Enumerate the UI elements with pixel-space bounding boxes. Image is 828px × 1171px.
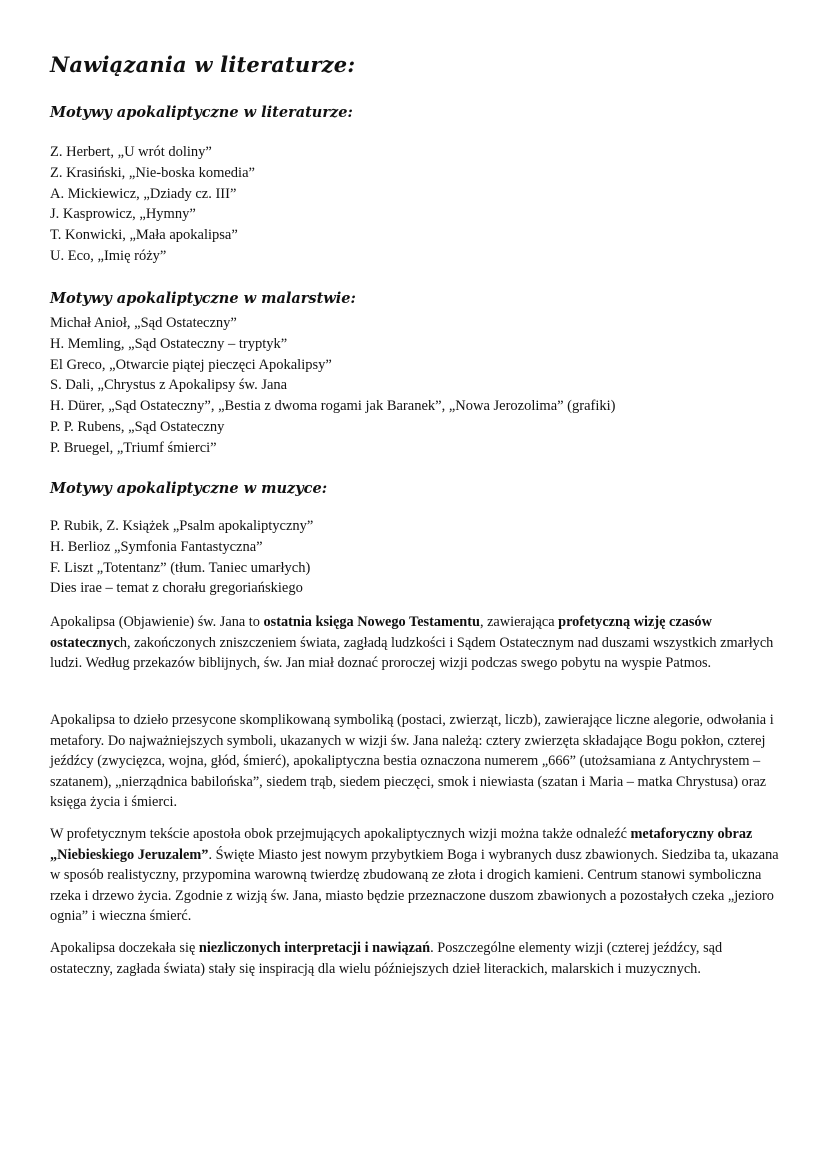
page-title: Nawiązania w literaturze: [50, 52, 356, 77]
list-item: Michał Anioł, „Sąd Ostateczny” [50, 315, 237, 331]
paragraph-intro [50, 612, 780, 674]
text-run: , zawierająca [479, 614, 559, 630]
section-heading-music: Motywy apokaliptyczne w muzyce: [50, 480, 328, 497]
text-run: h, zakończonych zniszczeniem świata, zagładą ludzkości i Sądem Ostatecznym nad duszami wszystkich zmarłych ludzi. Według przekazów biblijnych, św. Jan miał doznać proroczej wizji podczas swego pobytu na wyspie Patmos. [50, 634, 774, 672]
list-item: Z. Krasiński, „Nie-boska komedia” [50, 164, 255, 181]
list-item: A. Mickiewicz, „Dziady cz. III” [50, 185, 237, 202]
text-run: Apokalipsa doczekała się [50, 940, 199, 956]
literature-list [50, 142, 255, 267]
paragraph-symbols [50, 710, 780, 813]
painting-list [50, 313, 616, 459]
list-item: Dies irae – temat z chorału gregoriańskiego [50, 580, 303, 597]
section-heading-literature: Motywy apokaliptyczne w literaturze: [50, 104, 353, 121]
section-heading-painting: Motywy apokaliptyczne w malarstwie: [50, 290, 356, 307]
list-item: H. Berlioz „Symfonia Fantastyczna” [50, 538, 263, 555]
list-item: P. Rubik, Z. Książek „Psalm apokaliptyczny” [50, 518, 314, 534]
text-run: . Poszczególne elementy wizji (czterej jeźdźcy, sąd ostateczny, zagłada świata) stały się inspiracją dla wielu późniejszych dzieł literackich, malarskich i muzycznych. [50, 940, 723, 977]
list-item: U. Eco, „Imię róży” [50, 247, 167, 264]
list-item: Z. Herbert, „U wrót doliny” [50, 144, 212, 160]
list-item: P. P. Rubens, „Sąd Ostateczny [50, 418, 225, 435]
list-item: El Greco, „Otwarcie piątej pieczęci Apokalipsy” [50, 356, 332, 373]
text-run: . Święte Miasto jest nowym przybytkiem Boga i wybranych dusz zbawionych. Siedziba ta, ukazana w sposób realistyczny, przypomina warowną twierdzę zbudowaną ze złota i drogich kamieni. Centrum stanowi symboliczna rzeka i drzewo życia. Zgodnie z wizją św. Jana, miasto będzie przeznaczone duszom zbawionych a pozostałych czeka „jezioro ognia” i wieczna śmierć. [50, 846, 779, 925]
paragraph-interpretations [50, 938, 780, 979]
text-run: W profetycznym tekście apostoła obok przejmujących apokaliptycznych wizji można także odnaleźć [50, 826, 631, 842]
list-item: T. Konwicki, „Mała apokalipsa” [50, 227, 238, 244]
text-run: Apokalipsa (Objawienie) św. Jana to [50, 614, 264, 630]
list-item: P. Bruegel, „Triumf śmierci” [50, 439, 217, 456]
list-item: J. Kasprowicz, „Hymny” [50, 206, 196, 223]
list-item: H. Memling, „Sąd Ostateczny – tryptyk” [50, 335, 288, 352]
bold-run: niezliczonych interpretacji i nawiązań [198, 940, 431, 956]
bold-run: metaforyczny obraz „Niebieskiego Jeruzalem” [50, 826, 753, 863]
list-item: S. Dali, „Chrystus z Apokalipsy św. Jana [50, 377, 288, 394]
paragraph-jerusalem [50, 824, 780, 927]
bold-run: ostatnia księga Nowego Testamentu [263, 614, 480, 630]
music-list [50, 516, 313, 599]
bold-run: profetyczną wizję czasów ostatecznyc [50, 614, 712, 651]
list-item: F. Liszt „Totentanz” (tłum. Taniec umarłych) [50, 559, 311, 576]
text-run: Apokalipsa to dzieło przesycone skomplikowaną symboliką (postaci, zwierząt, liczb), zawierające liczne alegorie, odwołania i metafory. Do najważniejszych symboli, ukazanych w wizji św. Jana należą: cztery zwierzęta składające Bogu pokłon, czterej jeźdźcy (zwycięzca, wojna, głód, śmierć), apokaliptyczna bestia oznaczona numerem „666” (utożsamiana z Antychrystem – szatanem), „nierządnica babilońska”, siedem trąb, siedem pieczęci, smok i niewiasta (szatan i Maria – matka Chrystusa) oraz księga życia i śmierci. [50, 712, 774, 811]
list-item: H. Dürer, „Sąd Ostateczny”, „Bestia z dwoma rogami jak Baranek”, „Nowa Jerozolima” (grafiki) [50, 398, 616, 415]
